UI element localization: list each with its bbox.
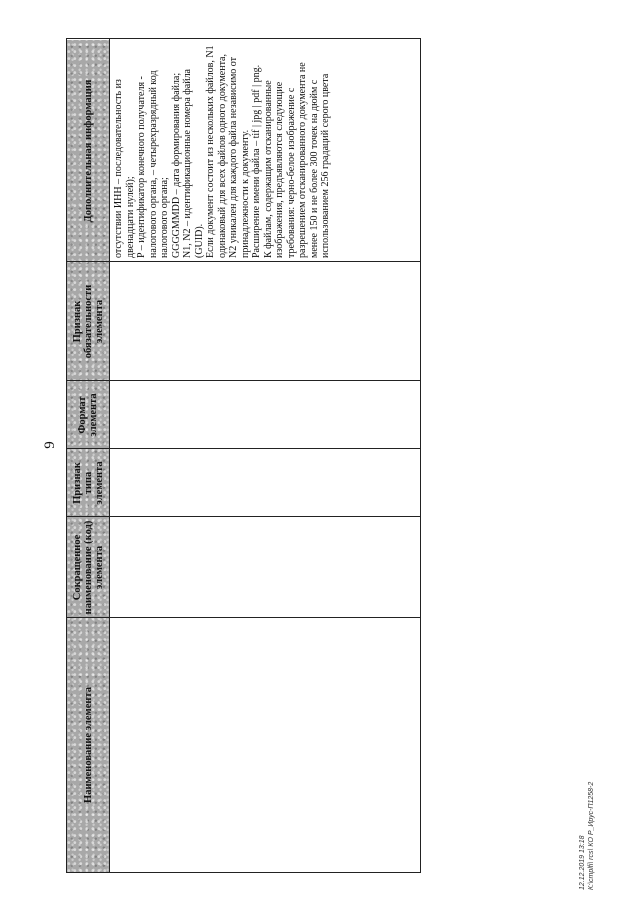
header-element-type: Признак типа элемента [71,461,105,505]
page-number: 9 [42,441,58,449]
info-paragraph: N1, N2 – идентификационные номера файла (GUID). [182,69,205,258]
table-header-row [67,40,109,872]
print-stamp [578,740,604,890]
info-paragraph: Если документ состоит из нескольких файлов, N1 одинаковый для всех файлов одного документа, N2 уникален для каждого файла независимо от принадлежности к документу. [205,45,251,258]
column-divider [67,516,420,517]
elements-table [66,38,421,873]
column-divider [67,617,420,618]
header-element-format: Формат элемента [77,393,99,437]
info-paragraph: Расширение имени файла – tif | jpg | pdf | png. [251,64,262,258]
header-element-name: Наименование элемента [82,687,94,803]
column-divider [67,448,420,449]
info-paragraph: К файлам, содержащим отсканированные изображения, предъявляются следующие требования: черно-белое изображение с разрешением отсканированного документа не менее 150 и не более 300 точек на дюйм с использованием 256 градаций серого цвета [262,62,331,258]
header-element-required: Признак обязательности элемента [71,284,105,359]
column-divider [67,380,420,381]
additional-info-cell [111,40,421,262]
info-paragraph: P – идентификатор конечного получателя - налогового органа, – четырехразрядный код налогового органа; [136,70,170,258]
header-element-code: Сокращенное наименование (код) элемента [71,520,105,615]
stamp-path: К:\cmplfi\ rcs\ КО Р_Ирус-П1258-2 [588,781,595,890]
header-additional-info: Дополнительная информация [82,79,94,223]
info-paragraph: отсутствии ИНН – последовательность из двенадцати нулей); [113,79,136,258]
info-paragraph: GGGGMMDD – дата формирования файла; [170,72,182,258]
header-divider [109,39,110,872]
stamp-date: 12.12.2019 13:18 [579,835,586,890]
